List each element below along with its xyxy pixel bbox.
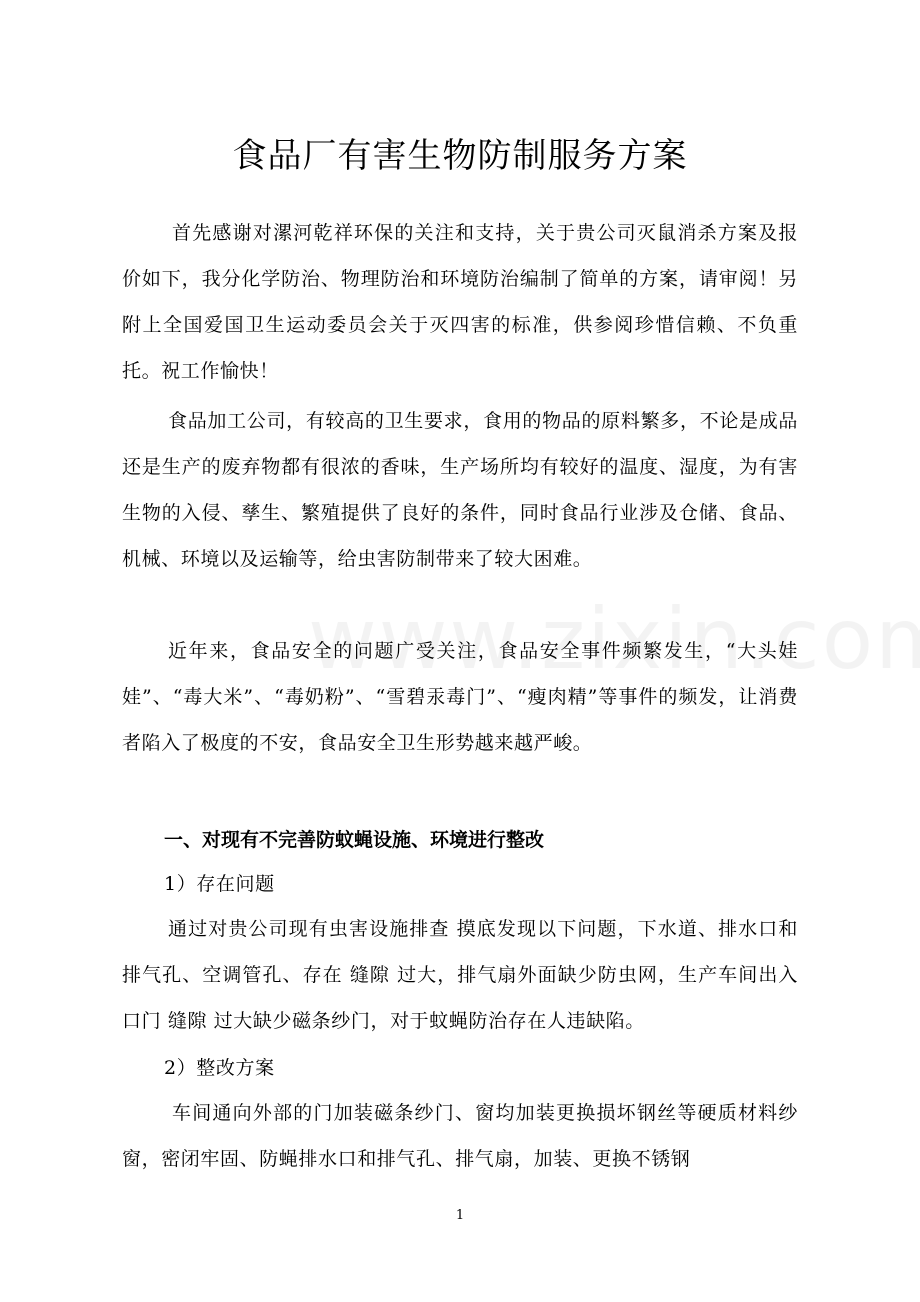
subsection-title-plan: 2）整改方案: [164, 1057, 275, 1079]
page-number: 1: [455, 1208, 465, 1223]
paragraph-background: 食品加工公司，有较高的卫生要求，食用的物品的原料繁多，不论是成品还是生产的废弃物都有很浓的香味，生产场所均有较好的温度、湿度，为有害生物的入侵、孳生、繁殖提供了良好的条件，同时食品行业涉及仓储、食品、机械、环境以及运输等，给虫害防制带来了较大困难。: [122, 410, 798, 570]
paragraph-food-safety: 近年来，食品安全的问题广受关注，食品安全事件频繁发生，“大头娃娃”、“毒大米”、“毒奶粉”、“雪碧汞毒门”、“瘦肉精”等事件的频发，让消费者陷入了极度的不安，食品安全卫生形势越来越严峻。: [122, 640, 798, 754]
section-heading: 一、对现有不完善防蚊蝇设施、环境进行整改: [164, 829, 545, 851]
subsection-title-problems: 1）存在问题: [164, 873, 275, 895]
document-title: 食品厂有害生物防制服务方案: [232, 136, 688, 176]
paragraph-intro: 首先感谢对漯河乾祥环保的关注和支持，关于贵公司灭鼠消杀方案及报价如下，我分化学防治、物理防治和环境防治编制了简单的方案，请审阅！另附上全国爱国卫生运动委员会关于灭四害的标准，供参阅珍惜信赖、不负重托。祝工作愉快！: [122, 222, 798, 382]
paragraph-problems: 通过对贵公司现有虫害设施排查 摸底发现以下问题，下水道、排水口和排气孔、空调管孔、存在 缝隙 过大，排气扇外面缺少防虫网，生产车间出入口门 缝隙 过大缺少磁条纱门，对于蚊蝇防治存在人违缺陷。: [122, 918, 798, 1032]
paragraph-plan: 车间通向外部的门加装磁条纱门、窗均加装更换损坏钢丝等硬质材料纱窗，密闭牢固、防蝇排水口和排气孔、排气扇，加装、更换不锈钢: [122, 1102, 798, 1170]
